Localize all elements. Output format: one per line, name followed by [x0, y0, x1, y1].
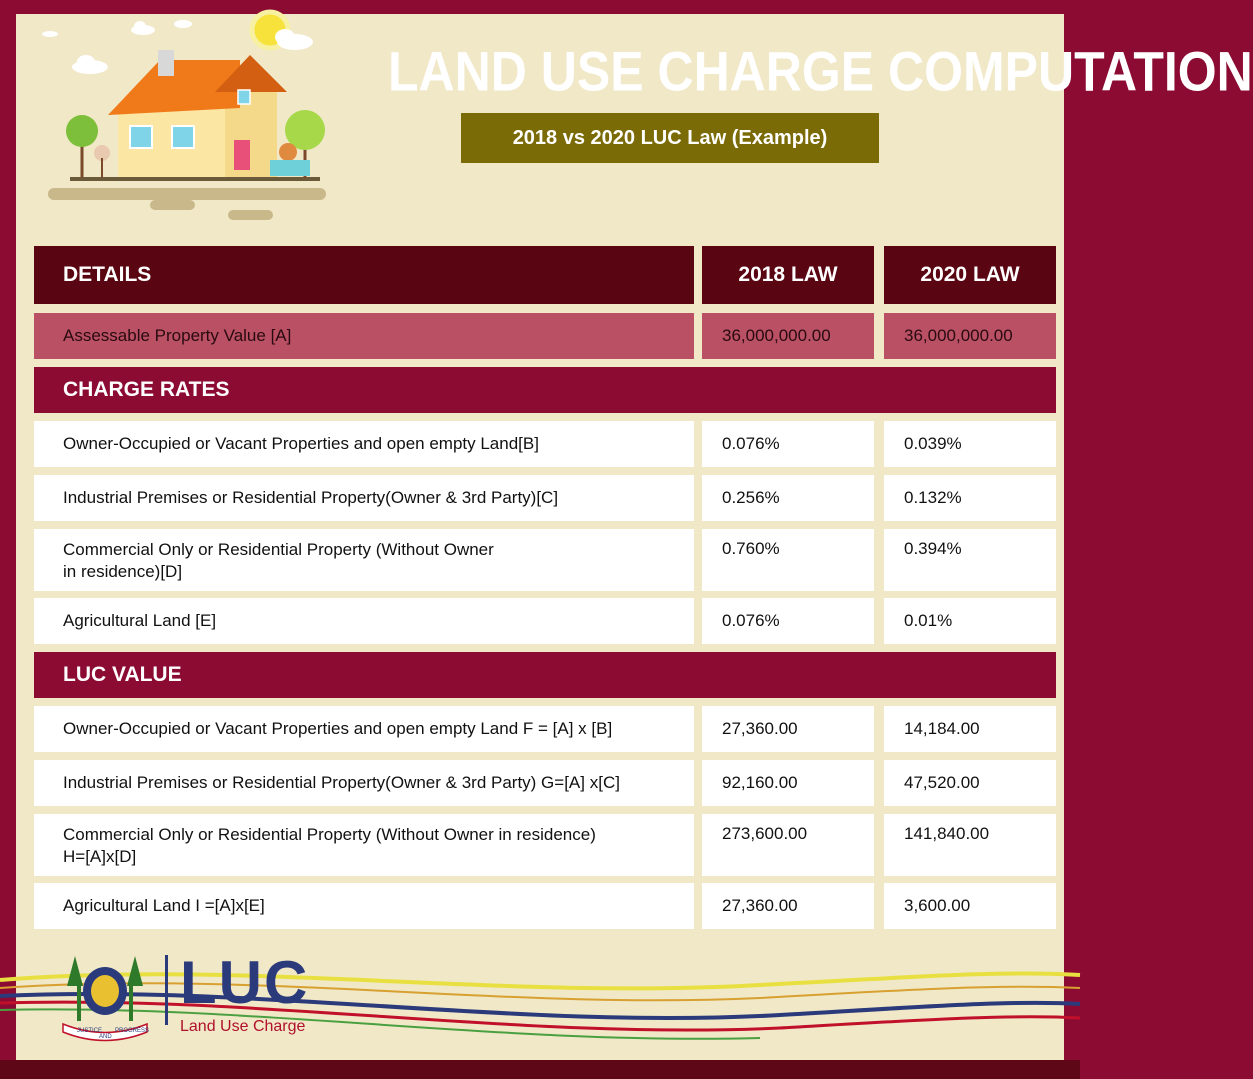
luc-value-2020: 14,184.00	[884, 706, 1056, 752]
brand-waves	[0, 940, 1080, 1050]
luc-value-2018: 92,160.00	[702, 760, 874, 806]
charge-rate-label: Agricultural Land [E]	[34, 598, 694, 644]
charge-rate-2018: 0.076%	[702, 421, 874, 467]
assessable-value-2018: 36,000,000.00	[702, 313, 874, 359]
lagos-state-seal-icon	[55, 946, 155, 1046]
assessable-value-2020: 36,000,000.00	[884, 313, 1056, 359]
luc-logo-text: LUC	[180, 949, 310, 1016]
charge-rate-2020: 0.01%	[884, 598, 1056, 644]
details-column-header: DETAILS	[34, 246, 694, 304]
luc-value-label: Owner-Occupied or Vacant Properties and open empty Land F = [A] x [B]	[34, 706, 694, 752]
charge-rate-label: Owner-Occupied or Vacant Properties and open empty Land[B]	[34, 421, 694, 467]
luc-value-2018: 27,360.00	[702, 883, 874, 929]
charge-rate-2018: 0.256%	[702, 475, 874, 521]
charge-rate-2020: 0.394%	[884, 529, 1056, 591]
luc-value-2020: 3,600.00	[884, 883, 1056, 929]
luc-value-2018: 273,600.00	[702, 814, 874, 876]
seal-text-left: JUSTICE	[77, 1028, 103, 1034]
luc-value-label: Commercial Only or Residential Property (Without Owner in residence) H=[A]x[D]	[34, 814, 694, 876]
luc-value-2020: 141,840.00	[884, 814, 1056, 876]
assessable-label: Assessable Property Value [A]	[34, 313, 694, 359]
charge-rate-2020: 0.039%	[884, 421, 1056, 467]
column-header-2020: 2020 LAW	[884, 246, 1056, 304]
page-subtitle: 2018 vs 2020 LUC Law (Example)	[461, 113, 879, 163]
charge-rate-2018: 0.760%	[702, 529, 874, 591]
luc-value-label: Agricultural Land I =[A]x[E]	[34, 883, 694, 929]
column-header-2018: 2018 LAW	[702, 246, 874, 304]
luc-value-2020: 47,520.00	[884, 760, 1056, 806]
luc-value-label: Industrial Premises or Residential Property(Owner & 3rd Party) G=[A] x[C]	[34, 760, 694, 806]
charge-rate-2020: 0.132%	[884, 475, 1056, 521]
seal-text-right: PROGRESS	[115, 1028, 150, 1034]
brand-divider	[165, 955, 168, 1025]
page-title: LAND USE CHARGE COMPUTATION	[388, 40, 1253, 103]
charge-rate-label: Industrial Premises or Residential Property(Owner & 3rd Party)[C]	[34, 475, 694, 521]
luc-value-2018: 27,360.00	[702, 706, 874, 752]
charge-rates-section-title: CHARGE RATES	[34, 367, 1056, 413]
charge-rate-label: Commercial Only or Residential Property (Without Owner in residence)[D]	[34, 529, 694, 591]
seal-text-mid: AND	[99, 1034, 112, 1040]
luc-logo-subtext: Land Use Charge	[180, 1018, 306, 1035]
luc-value-section-title: LUC VALUE	[34, 652, 1056, 698]
house-illustration-icon	[0, 0, 380, 230]
charge-rate-2018: 0.076%	[702, 598, 874, 644]
bottom-strip	[0, 1060, 1080, 1079]
